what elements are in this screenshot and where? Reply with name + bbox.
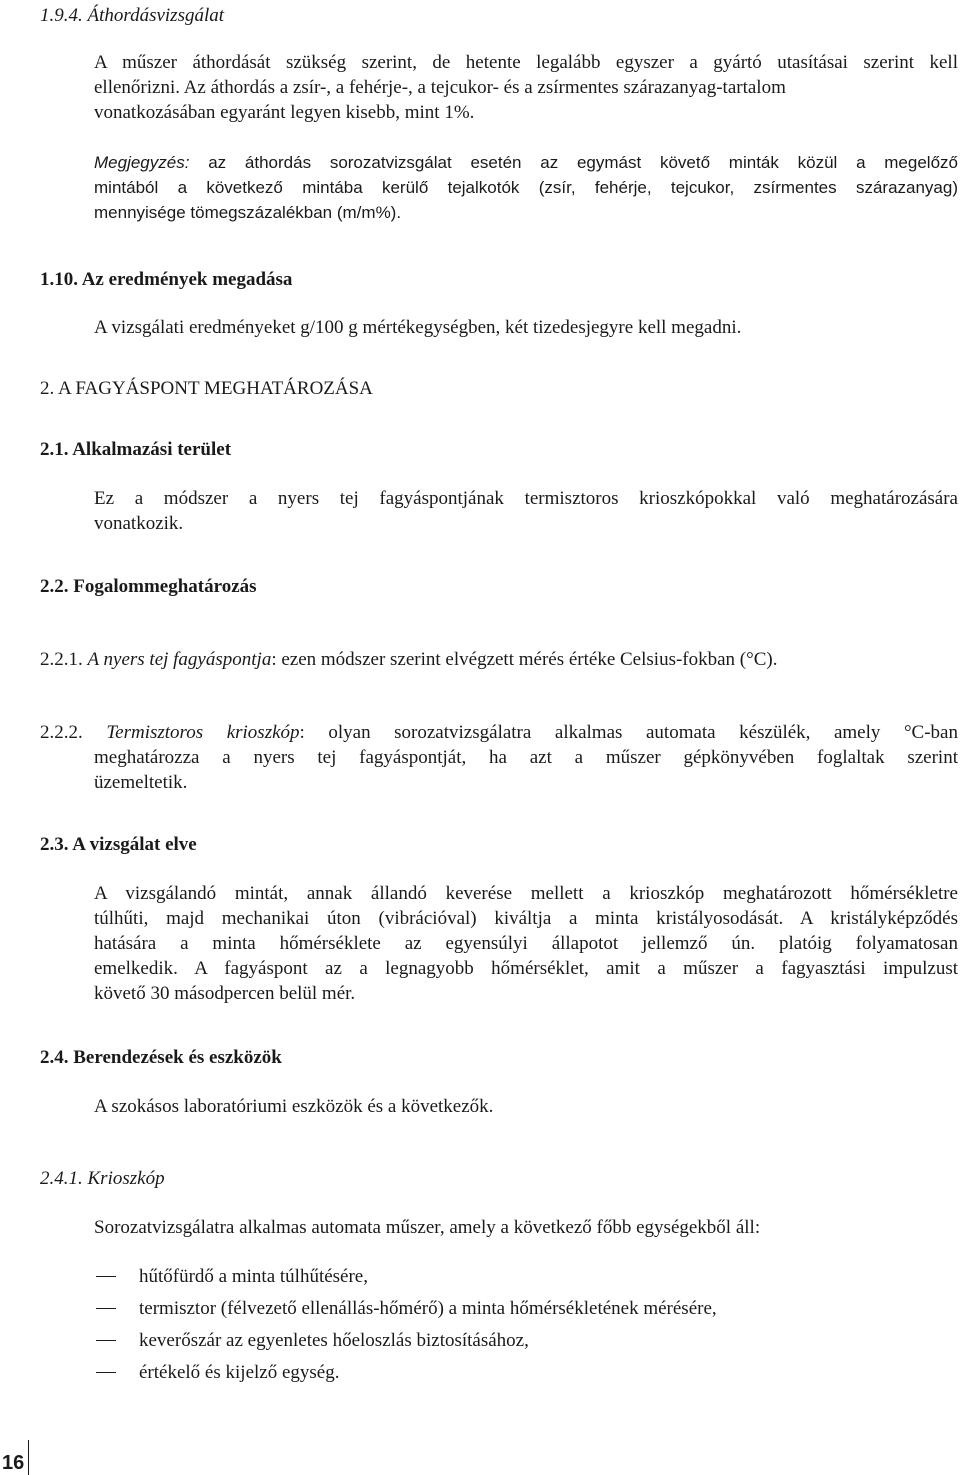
dash-bullet-icon: [96, 1340, 116, 1341]
section-heading-1-10: 1.10. Az eredmények megadása: [40, 269, 293, 290]
paragraph-line: üzemeltetik.: [94, 772, 188, 793]
section-heading-2-4: 2.4. Berendezések és eszközök: [40, 1047, 282, 1068]
paragraph-line: Ez a módszer a nyers tej fagyáspontjának termisztoros krioszkópokkal való meghatározására: [94, 488, 958, 509]
list-item: termisztor (félvezető ellenállás-hőmérő) a minta hőmérsékletének mérésére,: [139, 1298, 717, 1319]
section-heading-2-2: 2.2. Fogalommeghatározás: [40, 576, 257, 597]
list-item: hűtőfürdő a minta túlhűtésére,: [139, 1266, 368, 1287]
paragraph-line: vonatkozik.: [94, 513, 184, 534]
list-item: értékelő és kijelző egység.: [139, 1362, 340, 1383]
definition-2-2-2: [40, 720, 958, 745]
paragraph-carryover: [94, 50, 958, 125]
scope-paragraph: [94, 486, 958, 536]
dash-bullet-icon: [96, 1372, 116, 1373]
definition-2-2-2-continuation: [94, 745, 958, 795]
page-number-divider: [28, 1440, 29, 1475]
section-heading-1-9-4: 1.9.4. Áthordásvizsgálat: [40, 5, 225, 26]
principle-paragraph: [94, 881, 958, 1006]
page-number: 16: [2, 1452, 25, 1474]
dash-bullet-icon: [96, 1308, 116, 1309]
section-heading-2-4-1: 2.4.1. Krioszkóp: [40, 1168, 165, 1189]
definition-term: A nyers tej fagyáspontja: [87, 649, 272, 670]
paragraph-line: követő 30 másodpercen belül mér.: [94, 983, 356, 1004]
paragraph-line: meghatározza a nyers tej fagyáspontját, ha azt a műszer gépkönyvében foglaltak szerint: [94, 747, 958, 768]
equipment-paragraph: A szokásos laboratóriumi eszközök és a következők.: [94, 1096, 494, 1117]
results-paragraph: A vizsgálati eredményeket g/100 g mértékegységben, két tizedesjegyre kell megadni.: [94, 317, 742, 338]
definition-text: : olyan sorozatvizsgálatra alkalmas automata készülék, amely °C-ban: [299, 722, 958, 743]
paragraph-line: ellenőrizni. Az áthordás a zsír-, a fehérje-, a tejcukor- és a zsírmentes szárazanyag-tartalom: [94, 77, 786, 98]
section-heading-2-1: 2.1. Alkalmazási terület: [40, 439, 232, 460]
definition-term: Termisztoros krioszkóp: [106, 722, 300, 743]
list-item: keverőszár az egyenletes hőeloszlás biztosításához,: [139, 1330, 529, 1351]
note-paragraph: [94, 150, 958, 225]
note-label: Megjegyzés:: [94, 153, 190, 172]
definition-text: : ezen módszer szerint elvégzett mérés értéke Celsius-fokban (°C).: [271, 649, 778, 670]
chapter-heading-2: 2. A FAGYÁSPONT MEGHATÁROZÁSA: [40, 378, 373, 399]
note-line: mennyisége tömegszázalékban (m/m%).: [94, 203, 402, 222]
definition-2-2-1: [40, 647, 777, 672]
paragraph-line: vonatkozásában egyaránt legyen kisebb, mint 1%.: [94, 102, 475, 123]
definition-number: 2.2.1.: [40, 649, 83, 670]
definition-number: 2.2.2.: [40, 722, 83, 743]
section-heading-2-3: 2.3. A vizsgálat elve: [40, 834, 197, 855]
cryoscope-intro: Sorozatvizsgálatra alkalmas automata műszer, amely a következő főbb egységekből áll:: [94, 1217, 761, 1238]
note-line: [94, 150, 958, 175]
paragraph-line: A vizsgálandó mintát, annak állandó keverése mellett a krioszkóp meghatározott hőmérsékletre: [94, 883, 958, 904]
paragraph-line: hatására a minta hőmérséklete az egyensúlyi állapotot jellemző ún. platóig folyamatosan: [94, 933, 958, 954]
dash-bullet-icon: [96, 1276, 116, 1277]
note-line: mintából a következő mintába kerülő tejalkotók (zsír, fehérje, tejcukor, zsírmentes szárazanyag): [94, 178, 958, 197]
paragraph-line: túlhűti, majd mechanikai úton (vibrációval) kiváltja a minta kristályosodását. A kristályképződés: [94, 908, 958, 929]
paragraph-line: A műszer áthordását szükség szerint, de hetente legalább egyszer a gyártó utasításai szerint kell: [94, 52, 958, 73]
paragraph-line: emelkedik. A fagyáspont az a legnagyobb hőmérséklet, amit a műszer a fagyasztási impulzust: [94, 958, 958, 979]
note-first-text: az áthordás sorozatvizsgálat esetén az egymást követő minták közül a megelőző: [208, 153, 958, 172]
